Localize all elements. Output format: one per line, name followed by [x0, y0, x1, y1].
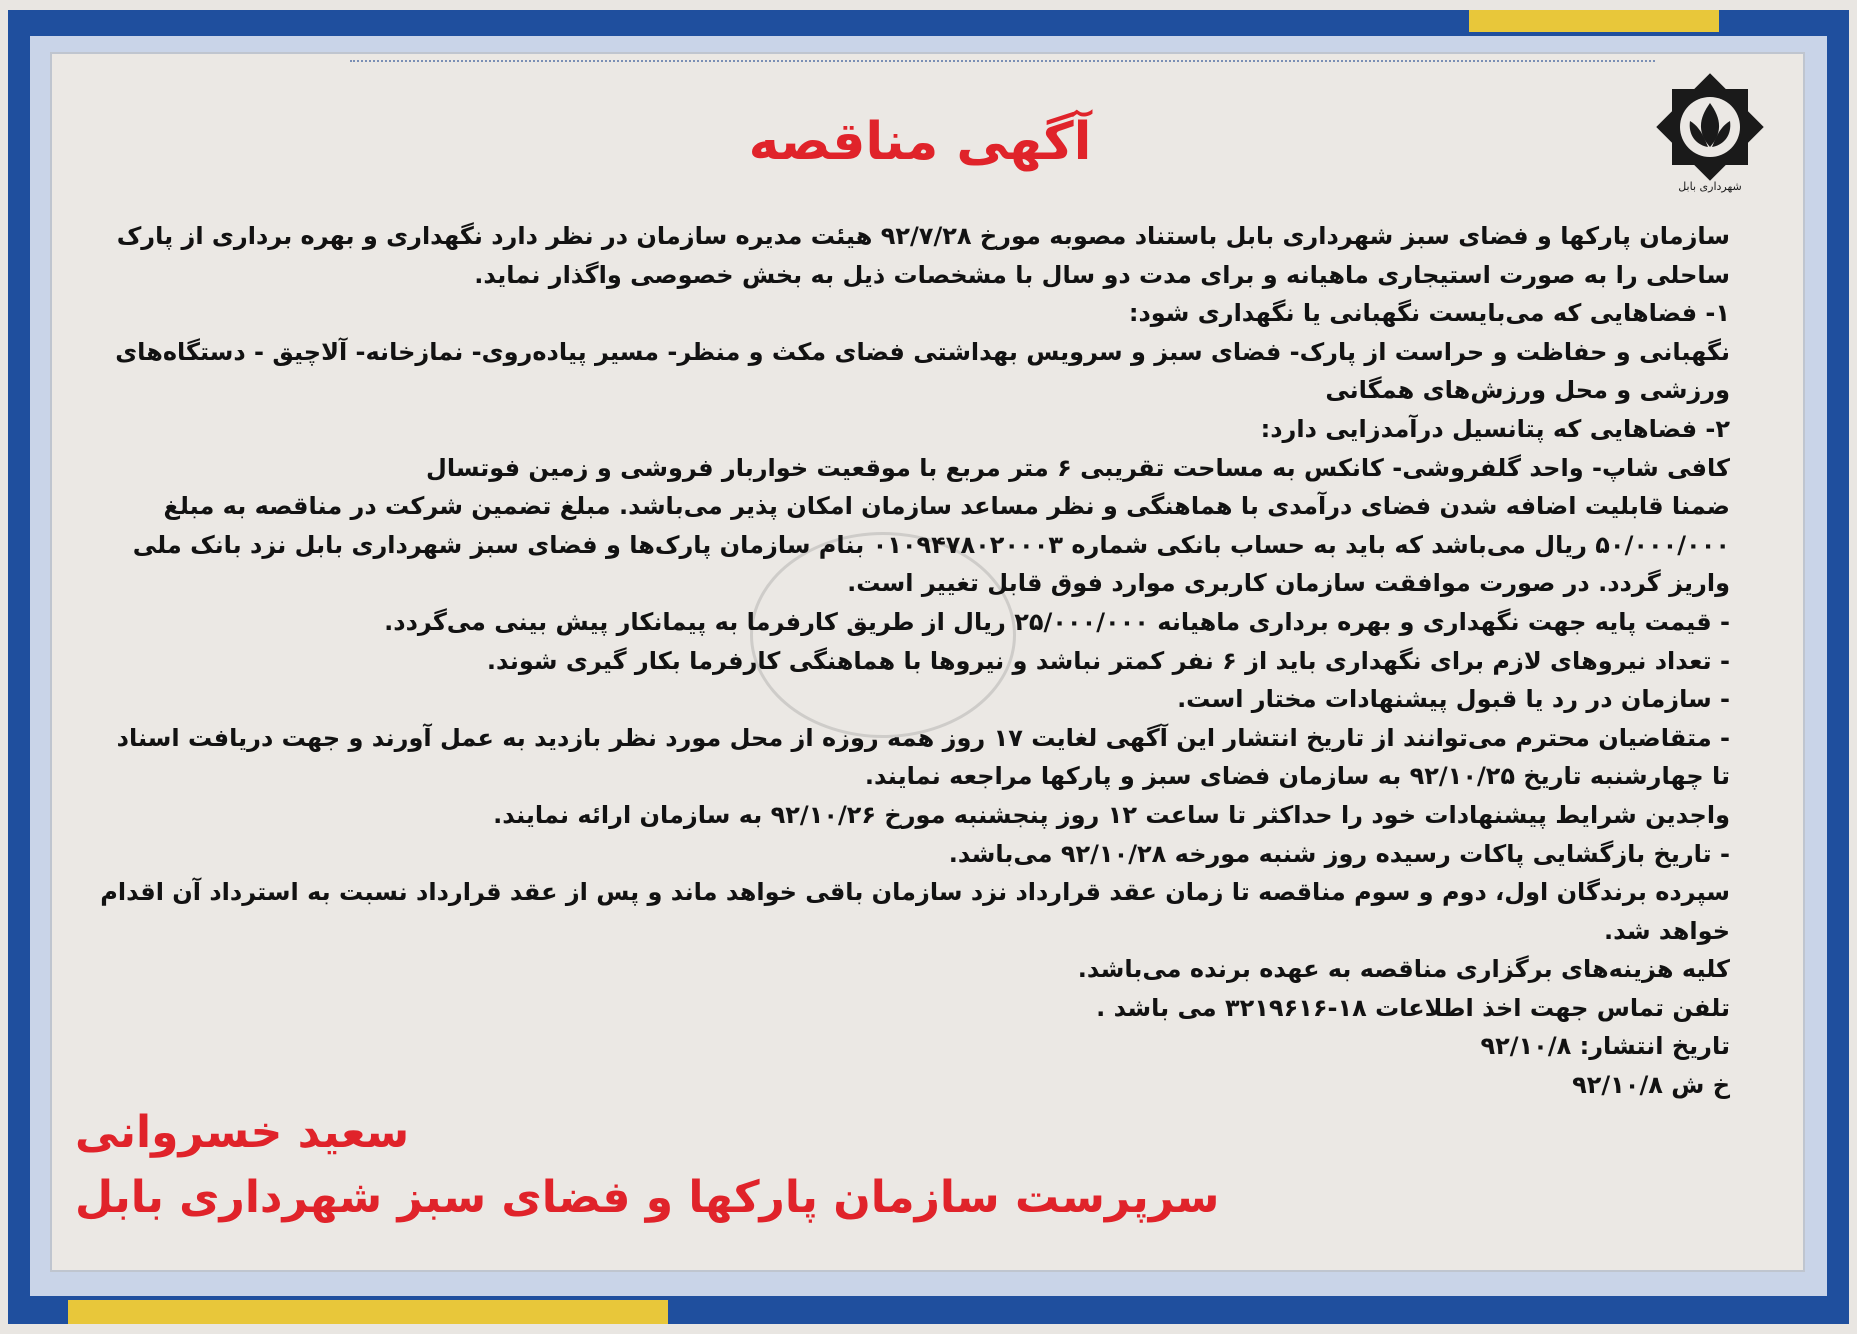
tender-notice — [50, 52, 1805, 1272]
body-line: - قیمت پایه جهت نگهداری و بهره برداری ماهیانه ۲۵/۰۰۰/۰۰۰ ریال از طریق کارفرما به پیمانکار پیش بینی می‌گردد. — [384, 607, 1730, 636]
body-line: - متقاضیان محترم می‌توانند از تاریخ انتشار این آگهی لغایت ۱۷ روز همه روزه از محل مورد نظر بازدید به عمل آورند و جهت دریافت اسناد — [116, 723, 1730, 752]
emblem-graphic — [1655, 72, 1765, 202]
body-line: کلیه هزینه‌های برگزاری مناقصه به عهده برنده می‌باشد. — [1077, 955, 1730, 984]
body-line: تلفن تماس جهت اخذ اطلاعات ۱۸-۳۲۱۹۶۱۶ می باشد . — [1096, 993, 1730, 1022]
body-line: کافی شاپ- واحد گلفروشی- کانکس به مساحت تقریبی ۶ متر مربع با موقعیت خواربار فروشی و زمین فوتسال — [426, 453, 1730, 482]
body-line: ۲- فضاهایی که پتانسیل درآمدزایی دارد: — [1260, 414, 1730, 443]
signatory-name: سعید خسروانی — [75, 1107, 410, 1158]
body-line: - تعداد نیروهای لازم برای نگهداری باید از ۶ نفر کمتر نباشد و نیروها با هماهنگی کارفرما بکار گیری شوند. — [486, 646, 1730, 675]
signatory-title: سرپرست سازمان پارکها و فضای سبز شهرداری بابل — [75, 1172, 1220, 1223]
body-line: واریز گردد. در صورت موافقت سازمان کاربری موارد فوق قابل تغییر است. — [847, 569, 1730, 598]
frame-accent-top — [1469, 10, 1719, 32]
body-line: واجدین شرایط پیشنهادات خود را حداکثر تا ساعت ۱۲ روز پنجشنبه مورخ ۹۲/۱۰/۲۶ به سازمان ارائه نمایند. — [493, 800, 1730, 829]
body-line: سازمان پارکها و فضای سبز شهرداری بابل باستناد مصوبه مورخ ۹۲/۷/۲۸ هیئت مدیره سازمان در نظر دارد نگهداری و بهره برداری از پارک — [116, 222, 1730, 250]
body-line: - تاریخ بازگشایی پاکات رسیده روز شنبه مورخه ۹۲/۱۰/۲۸ می‌باشد. — [948, 839, 1730, 868]
body-line: نگهبانی و حفاظت و حراست از پارک- فضای سبز و سرویس بهداشتی فضای مکث و منظر- مسیر پیاده‌روی- نمازخانه- آلاچیق - دستگاه‌های — [115, 337, 1730, 366]
frame-accent-bottom — [68, 1300, 668, 1324]
notice-title: آگهی مناقصه — [748, 112, 1092, 172]
body-line: - سازمان در رد یا قبول پیشنهادات مختار است. — [1177, 685, 1730, 714]
svg-text:شهرداری بابل: شهرداری بابل — [1678, 180, 1742, 193]
body-line: ۵۰/۰۰۰/۰۰۰ ریال می‌باشد که باید به حساب بانکی شماره ۰۱۰۹۴۷۸۰۲۰۰۰۳ بنام سازمان پارک‌ها و فضای سبز شهرداری بابل نزد بانک ملی — [132, 530, 1730, 559]
body-line: تا چهارشنبه تاریخ ۹۲/۱۰/۲۵ به سازمان فضای سبز و پارکها مراجعه نمایند. — [864, 762, 1730, 791]
body-line: ضمنا قابلیت اضافه شدن فضای درآمدی با هماهنگی و نظر مساعد سازمان امکان پذیر می‌باشد. مبلغ تضمین شرکت در مناقصه به مبلغ — [163, 492, 1730, 521]
dotted-separator — [350, 60, 1655, 62]
body-line: خواهد شد. — [1603, 916, 1730, 945]
body-line: سپرده برندگان اول، دوم و سوم مناقصه تا زمان عقد قرارداد نزد سازمان باقی خواهد ماند و پس از عقد قرارداد نسبت به استرداد آن اقدام — [100, 878, 1730, 907]
body-line: ۱- فضاهایی که می‌بایست نگهبانی یا نگهداری شود: — [1128, 299, 1730, 328]
municipality-emblem-icon — [1655, 72, 1765, 202]
reference-code: خ ش ۹۲/۱۰/۸ — [1572, 1071, 1730, 1100]
body-line: ساحلی را به صورت استیجاری ماهیانه و برای مدت دو سال با مشخصات ذیل به بخش خصوصی واگذار نماید. — [474, 260, 1730, 289]
body-line: ورزشی و محل ورزش‌های همگانی — [1325, 376, 1730, 405]
publish-date: تاریخ انتشار: ۹۲/۱۰/۸ — [1480, 1032, 1730, 1061]
notice-body — [70, 217, 1730, 1105]
